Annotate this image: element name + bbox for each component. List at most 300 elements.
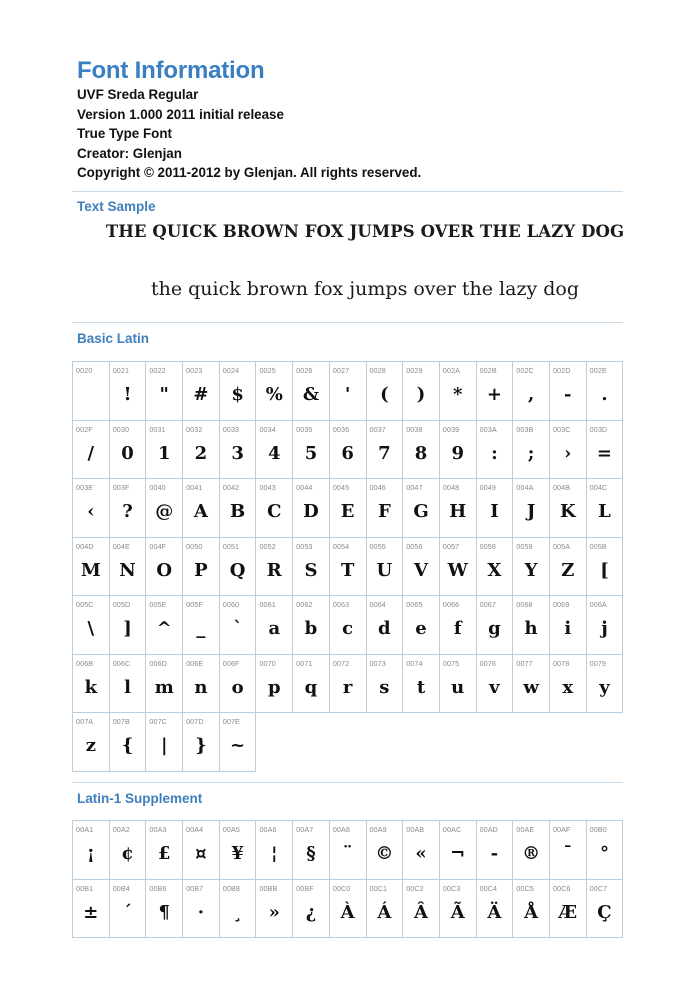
divider xyxy=(72,322,623,323)
glyph-cell xyxy=(293,479,330,538)
glyph-cell xyxy=(73,479,110,538)
glyph-cell xyxy=(513,420,550,479)
glyph-cell xyxy=(586,537,623,596)
codepoint-label: 004E xyxy=(112,541,130,551)
codepoint-label: 00A9 xyxy=(369,825,387,834)
glyph-char: " xyxy=(159,384,169,405)
codepoint-label: 0062 xyxy=(296,600,313,609)
glyph-char: · xyxy=(197,901,205,923)
glyph-char: ¡ xyxy=(86,843,95,864)
codepoint-label: 00A7 xyxy=(296,825,314,834)
glyph-cell xyxy=(329,420,366,479)
glyph-cell xyxy=(73,654,110,713)
codepoint-label: 0046 xyxy=(369,483,386,492)
glyph-char: H xyxy=(449,501,467,522)
glyph-char: A xyxy=(193,501,208,522)
glyph-cell xyxy=(439,420,476,479)
glyph-cell xyxy=(586,654,623,713)
glyph-cell xyxy=(219,821,256,880)
codepoint-label: 0024 xyxy=(222,366,240,375)
glyph-char: ± xyxy=(83,901,99,923)
glyph-row xyxy=(73,537,623,596)
codepoint-label: 0071 xyxy=(296,658,313,668)
codepoint-label: 005E xyxy=(149,600,167,609)
glyph-char: 8 xyxy=(414,442,428,464)
codepoint-label: 00C2 xyxy=(406,883,424,893)
codepoint-label: 0034 xyxy=(259,424,276,434)
glyph-cell xyxy=(586,879,623,938)
codepoint-label: 002F xyxy=(76,424,93,434)
glyph-char: Æ xyxy=(558,901,578,923)
glyph-char: ) xyxy=(416,384,426,405)
glyph-cell xyxy=(109,713,146,772)
codepoint-label: 006E xyxy=(186,658,204,668)
codepoint-label: 0044 xyxy=(296,483,313,492)
glyph-cell xyxy=(513,479,550,538)
codepoint-label: 00A6 xyxy=(259,825,277,834)
glyph-char: ; xyxy=(527,442,535,464)
codepoint-label: 003D xyxy=(589,424,608,434)
glyph-cell xyxy=(219,596,256,655)
glyph-char: g xyxy=(488,618,501,639)
glyph-char: : xyxy=(491,442,498,464)
glyph-char: v xyxy=(489,676,500,698)
glyph-row xyxy=(73,879,623,938)
glyph-char: [ xyxy=(600,559,609,581)
glyph-cell xyxy=(109,821,146,880)
glyph-char: ¢ xyxy=(121,843,134,864)
codepoint-label: 002E xyxy=(589,366,607,375)
codepoint-label: 0041 xyxy=(186,483,203,492)
glyph-char: B xyxy=(229,501,246,522)
codepoint-label: 00AD xyxy=(479,825,498,834)
glyph-cell xyxy=(109,420,146,479)
glyph-char: $ xyxy=(231,384,244,405)
codepoint-label: 006C xyxy=(112,658,131,668)
glyph-cell xyxy=(146,821,183,880)
empty-cell xyxy=(549,713,586,772)
glyph-cell xyxy=(366,362,403,421)
codepoint-label: 00C4 xyxy=(479,883,498,893)
glyph-cell xyxy=(439,596,476,655)
glyph-cell xyxy=(513,362,550,421)
codepoint-label: 004D xyxy=(76,541,94,551)
latin1-supplement-grid xyxy=(72,820,623,938)
codepoint-label: 007C xyxy=(149,717,167,726)
codepoint-label: 003B xyxy=(516,424,534,434)
codepoint-label: 00C1 xyxy=(369,883,388,893)
glyph-char: X xyxy=(487,559,502,581)
codepoint-label: 003F xyxy=(112,483,130,492)
glyph-cell xyxy=(109,362,146,421)
glyph-cell xyxy=(329,821,366,880)
divider xyxy=(72,191,623,192)
glyph-char: . xyxy=(601,384,608,405)
glyph-char: y xyxy=(599,676,610,698)
codepoint-label: 0065 xyxy=(406,600,423,609)
glyph-char: 6 xyxy=(341,442,354,464)
codepoint-label: 0027 xyxy=(332,366,350,375)
glyph-char: U xyxy=(376,559,393,581)
glyph-char: ^ xyxy=(156,618,172,639)
glyph-cell xyxy=(439,362,476,421)
empty-cell xyxy=(403,713,440,772)
glyph-char: C xyxy=(267,501,282,522)
codepoint-label: 005F xyxy=(186,600,203,609)
glyph-cell xyxy=(73,879,110,938)
glyph-cell xyxy=(329,654,366,713)
glyph-row xyxy=(73,596,623,655)
glyph-cell xyxy=(219,537,256,596)
glyph-cell xyxy=(256,654,293,713)
glyph-cell xyxy=(439,479,476,538)
glyph-cell xyxy=(439,654,476,713)
glyph-cell xyxy=(73,821,110,880)
codepoint-label: 00C7 xyxy=(589,883,608,893)
codepoint-label: 0023 xyxy=(186,366,203,375)
codepoint-label: 0068 xyxy=(516,600,533,609)
glyph-cell xyxy=(183,537,220,596)
codepoint-label: 0021 xyxy=(112,366,130,375)
glyph-cell xyxy=(403,479,440,538)
glyph-char: ¤ xyxy=(195,843,207,864)
glyph-char: ~ xyxy=(230,735,246,756)
glyph-cell xyxy=(73,420,110,479)
glyph-cell xyxy=(256,879,293,938)
glyph-cell xyxy=(403,821,440,880)
glyph-char: E xyxy=(340,501,355,522)
glyph-char: l xyxy=(124,676,131,698)
codepoint-label: 0063 xyxy=(332,600,350,609)
codepoint-label: 0070 xyxy=(259,658,276,668)
glyph-char: k xyxy=(84,676,98,698)
glyph-char: ` xyxy=(233,618,243,639)
glyph-cell xyxy=(146,537,183,596)
glyph-cell xyxy=(549,479,586,538)
glyph-cell xyxy=(513,821,550,880)
glyph-char: n xyxy=(194,676,208,698)
glyph-cell xyxy=(476,537,513,596)
codepoint-label: 0057 xyxy=(442,541,460,551)
glyph-char: ´ xyxy=(123,901,133,923)
glyph-char: f xyxy=(453,618,462,639)
codepoint-label: 0038 xyxy=(406,424,423,434)
codepoint-label: 0025 xyxy=(259,366,276,375)
glyph-char: 7 xyxy=(378,442,391,464)
glyph-char: - xyxy=(564,384,572,405)
glyph-char: ' xyxy=(344,384,351,405)
glyph-char: 1 xyxy=(157,442,171,464)
codepoint-label: 00A8 xyxy=(332,825,350,834)
glyph-char: 9 xyxy=(451,442,464,464)
glyph-char: Å xyxy=(524,901,539,923)
codepoint-label: 004F xyxy=(149,541,167,551)
glyph-row xyxy=(73,479,623,538)
codepoint-label: 002C xyxy=(516,366,534,375)
glyph-cell xyxy=(549,420,586,479)
glyph-char: x xyxy=(562,676,574,698)
glyph-cell xyxy=(476,420,513,479)
glyph-char: J xyxy=(526,501,536,522)
codepoint-label: 0072 xyxy=(332,658,350,668)
glyph-char: j xyxy=(601,618,608,639)
codepoint-label: 0078 xyxy=(552,658,570,668)
glyph-cell xyxy=(366,537,403,596)
glyph-cell xyxy=(73,362,110,421)
basic-latin-grid xyxy=(72,361,623,772)
glyph-cell xyxy=(109,879,146,938)
glyph-char: a xyxy=(268,618,281,639)
glyph-char: £ xyxy=(157,843,171,864)
glyph-cell xyxy=(183,362,220,421)
glyph-cell xyxy=(256,479,293,538)
codepoint-label: 0040 xyxy=(149,483,166,492)
glyph-cell xyxy=(293,654,330,713)
sample-uppercase: THE QUICK BROWN FOX JUMPS OVER THE LAZY DOG xyxy=(105,222,625,241)
codepoint-label: 0039 xyxy=(442,424,460,434)
codepoint-label: 0033 xyxy=(222,424,240,434)
glyph-char: ¥ xyxy=(231,843,244,864)
glyph-char: P xyxy=(194,559,208,581)
glyph-char: S xyxy=(304,559,318,581)
glyph-char: § xyxy=(306,843,316,864)
glyph-char: T xyxy=(340,559,355,581)
glyph-cell xyxy=(256,420,293,479)
glyph-char: F xyxy=(377,501,391,522)
glyph-cell xyxy=(549,654,586,713)
codepoint-label: 006B xyxy=(76,658,94,668)
glyph-cell xyxy=(513,537,550,596)
glyph-row xyxy=(73,362,623,421)
codepoint-label: 003C xyxy=(552,424,571,434)
codepoint-label: 0054 xyxy=(332,541,350,551)
glyph-char: | xyxy=(160,735,168,756)
glyph-row xyxy=(73,821,623,880)
glyph-cell xyxy=(549,596,586,655)
codepoint-label: 00B6 xyxy=(149,883,167,893)
codepoint-label: 003A xyxy=(479,424,497,434)
glyph-char: 2 xyxy=(194,442,208,464)
empty-cell xyxy=(293,713,330,772)
empty-cell xyxy=(366,713,403,772)
codepoint-label: 0022 xyxy=(149,366,166,375)
codepoint-label: 0076 xyxy=(479,658,496,668)
glyph-cell xyxy=(109,537,146,596)
glyph-cell xyxy=(586,821,623,880)
empty-cell xyxy=(476,713,513,772)
glyph-char: I xyxy=(490,501,499,522)
glyph-cell xyxy=(329,479,366,538)
codepoint-label: 004A xyxy=(516,483,534,492)
glyph-cell xyxy=(476,821,513,880)
codepoint-label: 00AB xyxy=(406,825,425,834)
codepoint-label: 00A3 xyxy=(149,825,167,834)
glyph-cell xyxy=(293,537,330,596)
glyph-char: s xyxy=(379,676,390,698)
glyph-char: z xyxy=(85,735,96,756)
glyph-cell xyxy=(366,821,403,880)
glyph-char: O xyxy=(156,559,173,581)
glyph-cell xyxy=(256,596,293,655)
glyph-char: } xyxy=(195,735,207,756)
glyph-cell xyxy=(403,654,440,713)
glyph-char: * xyxy=(453,384,463,405)
latin1-heading: Latin-1 Supplement xyxy=(77,791,203,806)
glyph-char: % xyxy=(265,384,283,405)
glyph-row xyxy=(73,654,623,713)
glyph-cell xyxy=(293,362,330,421)
glyph-cell xyxy=(293,879,330,938)
glyph-char: ! xyxy=(123,384,132,405)
empty-cell xyxy=(586,713,623,772)
codepoint-label: 0029 xyxy=(406,366,423,375)
glyph-char: u xyxy=(451,676,465,698)
codepoint-label: 00AC xyxy=(442,825,462,834)
glyph-char: \ xyxy=(87,618,95,639)
glyph-char: R xyxy=(266,559,282,581)
glyph-char: ° xyxy=(599,843,609,864)
glyph-cell xyxy=(329,879,366,938)
glyph-char: & xyxy=(302,384,320,405)
glyph-char: ¿ xyxy=(305,901,317,923)
glyph-cell xyxy=(403,879,440,938)
codepoint-label: 00B0 xyxy=(589,825,607,834)
glyph-char: Ç xyxy=(597,901,612,923)
codepoint-label: 005C xyxy=(76,600,94,609)
glyph-char: › xyxy=(564,442,572,464)
glyph-char: e xyxy=(415,618,427,639)
codepoint-label: 00BF xyxy=(296,883,314,893)
glyph-cell xyxy=(549,537,586,596)
codepoint-label: 0047 xyxy=(406,483,423,492)
glyph-char: - xyxy=(490,843,499,864)
glyph-cell xyxy=(146,362,183,421)
glyph-cell xyxy=(73,713,110,772)
codepoint-label: 00AE xyxy=(516,825,535,834)
glyph-row xyxy=(73,420,623,479)
sample-lowercase: the quick brown fox jumps over the lazy dog xyxy=(150,278,580,300)
codepoint-label: 0032 xyxy=(186,424,203,434)
codepoint-label: 0037 xyxy=(369,424,386,434)
glyph-cell xyxy=(403,596,440,655)
glyph-cell xyxy=(476,879,513,938)
glyph-char: N xyxy=(119,559,136,581)
glyph-cell xyxy=(586,596,623,655)
page-title: Font Information xyxy=(77,57,265,84)
glyph-cell xyxy=(219,420,256,479)
codepoint-label: 0031 xyxy=(149,424,166,434)
codepoint-label: 00C6 xyxy=(552,883,571,893)
glyph-char: G xyxy=(413,501,429,522)
glyph-cell xyxy=(109,596,146,655)
codepoint-label: 0064 xyxy=(369,600,386,609)
glyph-cell xyxy=(439,821,476,880)
glyph-char: Â xyxy=(414,901,429,923)
codepoint-label: 0056 xyxy=(406,541,423,551)
codepoint-label: 002A xyxy=(442,366,461,375)
glyph-char: ] xyxy=(123,618,132,639)
glyph-char: Z xyxy=(561,559,575,581)
glyph-char: Ä xyxy=(487,901,502,923)
font-name: UVF Sreda Regular xyxy=(77,87,199,102)
glyph-char: c xyxy=(342,618,354,639)
codepoint-label: 0052 xyxy=(259,541,276,551)
codepoint-label: 002B xyxy=(479,366,497,375)
codepoint-label: 00A2 xyxy=(112,825,130,834)
glyph-cell xyxy=(219,362,256,421)
glyph-cell xyxy=(439,537,476,596)
codepoint-label: 0058 xyxy=(479,541,496,551)
glyph-cell xyxy=(549,821,586,880)
glyph-char: V xyxy=(414,559,429,581)
codepoint-label: 0050 xyxy=(186,541,203,551)
empty-cell xyxy=(439,713,476,772)
glyph-cell xyxy=(586,362,623,421)
codepoint-label: 0020 xyxy=(76,366,93,375)
glyph-cell xyxy=(293,821,330,880)
codepoint-label: 0060 xyxy=(222,600,240,609)
glyph-char: 4 xyxy=(268,442,281,464)
glyph-char: # xyxy=(193,384,209,405)
glyph-char: ¯ xyxy=(563,843,573,864)
glyph-char: d xyxy=(378,618,391,639)
glyph-cell xyxy=(256,821,293,880)
glyph-cell xyxy=(219,879,256,938)
glyph-char: Y xyxy=(524,559,538,581)
codepoint-label: 005D xyxy=(112,600,131,609)
glyph-cell xyxy=(183,479,220,538)
glyph-cell xyxy=(476,362,513,421)
codepoint-label: 0051 xyxy=(222,541,240,551)
codepoint-label: 00A5 xyxy=(222,825,240,834)
glyph-cell xyxy=(329,596,366,655)
glyph-char: r xyxy=(342,676,353,698)
glyph-char: b xyxy=(304,618,318,639)
glyph-cell xyxy=(366,479,403,538)
divider xyxy=(72,782,623,783)
glyph-char: ¸ xyxy=(233,901,243,923)
glyph-cell xyxy=(219,654,256,713)
glyph-cell xyxy=(183,713,220,772)
basic-latin-heading: Basic Latin xyxy=(77,331,150,346)
glyph-cell xyxy=(183,420,220,479)
glyph-char: h xyxy=(524,618,538,639)
glyph-char: D xyxy=(303,501,319,522)
glyph-cell xyxy=(293,596,330,655)
glyph-cell xyxy=(366,596,403,655)
glyph-char: / xyxy=(87,442,95,464)
codepoint-label: 0035 xyxy=(296,424,313,434)
glyph-char: ¶ xyxy=(158,901,170,923)
glyph-char: m xyxy=(154,676,174,698)
glyph-char: ? xyxy=(122,501,133,522)
glyph-char: 0 xyxy=(121,442,134,464)
codepoint-label: 00C3 xyxy=(442,883,461,893)
font-copyright: Copyright © 2011-2012 by Glenjan. All rights reserved. xyxy=(77,165,422,180)
codepoint-label: 00B1 xyxy=(76,883,94,893)
codepoint-label: 005B xyxy=(589,541,607,551)
glyph-char: 3 xyxy=(231,442,244,464)
glyph-char: i xyxy=(564,618,572,639)
glyph-char: ¦ xyxy=(271,843,278,864)
glyph-cell xyxy=(329,537,366,596)
codepoint-label: 005A xyxy=(552,541,571,551)
codepoint-label: 00B7 xyxy=(186,883,204,893)
codepoint-label: 003E xyxy=(76,483,94,492)
glyph-cell xyxy=(476,596,513,655)
glyph-char: L xyxy=(598,501,611,522)
empty-cell xyxy=(513,713,550,772)
